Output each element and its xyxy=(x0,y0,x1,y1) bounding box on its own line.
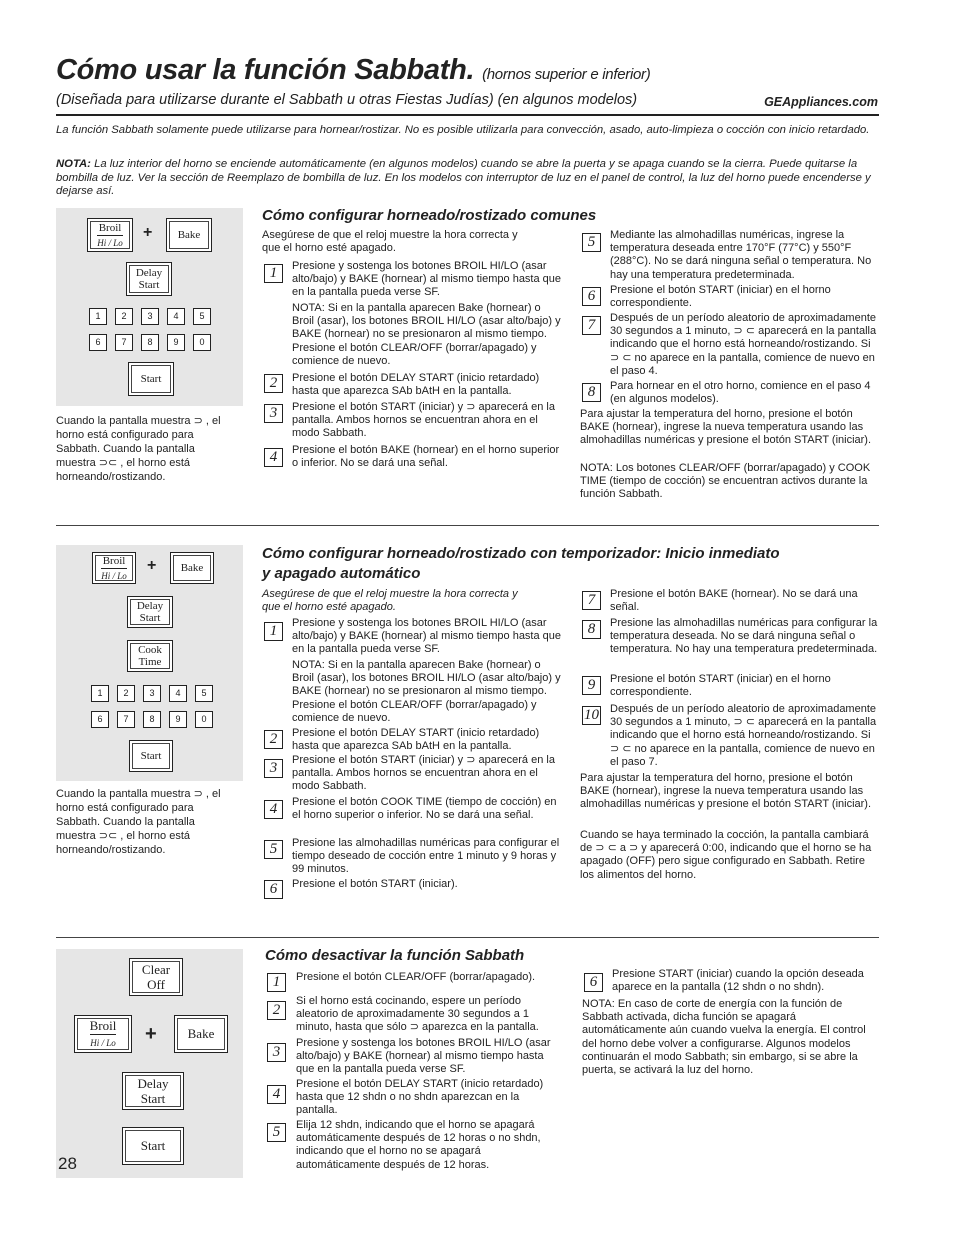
delay-start-button[interactable]: Delay Start xyxy=(122,1072,184,1110)
delay-start-button[interactable]: Delay Start xyxy=(127,596,173,628)
section2-heading: Cómo configurar horneado/rostizado con temporizador: Inicio inmediato y apagado automático xyxy=(262,545,780,582)
step-text: Presione el botón START (iniciar) y ⊃ aparecerá en la pantalla. Ambos hornos se encuentran ahora en el modo Sabbath. xyxy=(292,401,555,440)
step-number: 4 xyxy=(264,800,283,819)
step-text: Presione el botón DELAY START (inicio retardado) hasta que 12 shdn o no shdn aparezcan en la pantalla. xyxy=(296,1078,544,1117)
broil-hilo-button[interactable]: Broil Hi / Lo xyxy=(92,552,136,584)
num-3[interactable]: 3 xyxy=(143,685,161,702)
step-number: 7 xyxy=(582,591,601,610)
num-7[interactable]: 7 xyxy=(117,711,135,728)
step-text: Para hornear en el otro horno, comience en el paso 4 (en algunos modelos). xyxy=(610,380,871,406)
keypad-panel-2 xyxy=(56,545,243,781)
delay-start-button[interactable]: Delay Start xyxy=(126,262,172,296)
start-button[interactable]: Start xyxy=(129,740,173,772)
step-number: 4 xyxy=(267,1085,286,1104)
step-text: Si el horno está cocinando, espere un período aleatorio de aproximadamente 30 segundos a 1 minuto, hasta que sólo ⊃ aparezca en la pantalla. xyxy=(296,995,539,1034)
page-number: 28 xyxy=(58,1154,77,1173)
num-2[interactable]: 2 xyxy=(115,308,133,325)
num-0[interactable]: 0 xyxy=(193,334,211,351)
step-text: Después de un período aleatorio de aproximadamente 30 segundos a 1 minuto, ⊃ ⊂ aparecerá en la pantalla indicando que el horno está horneando/rostizando. Si ⊃ ⊂ no aparece en la pantalla, comience de nuevo en el paso 7. xyxy=(610,703,877,768)
num-4[interactable]: 4 xyxy=(167,308,185,325)
bake-button[interactable]: Bake xyxy=(166,218,212,252)
section-divider xyxy=(56,937,879,938)
section-divider xyxy=(56,525,879,526)
step-text: Presione el botón START (iniciar) en el horno correspondiente. xyxy=(610,673,831,699)
step-text: Presione el botón BAKE (hornear). No se dará una señal. xyxy=(610,588,858,614)
broil-hilo-button[interactable]: Broil Hi / Lo xyxy=(74,1015,132,1053)
step-number: 4 xyxy=(264,448,283,467)
step-number: 6 xyxy=(584,973,603,992)
step-text: Presione el botón BAKE (hornear) en el horno superior o inferior. No se dará una señal. xyxy=(292,444,560,470)
keypad-panel-3 xyxy=(56,949,243,1178)
num-3[interactable]: 3 xyxy=(141,308,159,325)
step-text: Presione el botón CLEAR/OFF (borrar/apagado). xyxy=(296,971,536,983)
step-text: Presione las almohadillas numéricas para configurar el tiempo deseado de cocción entre 1 minuto y 9 horas y 99 minutos. xyxy=(292,837,560,876)
step-text: Elija 12 shdn, indicando que el horno se apagará automáticamente después de 12 horas o no shdn, indicando que el horno no se apagará automáticamente después de 12 horas. xyxy=(296,1119,541,1171)
step-text: Presione START (iniciar) cuando la opción deseada aparece en la pantalla (12 shdn o no shdn). xyxy=(612,968,864,994)
broil-hilo-button[interactable]: Broil Hi / Lo xyxy=(87,218,133,252)
plus-sign: + xyxy=(143,224,153,241)
step-number: 10 xyxy=(584,707,599,723)
step-text: Presione las almohadillas numéricas para configurar la temperatura deseada. No se dará ninguna señal o temperatura. No hay una temperatura predeterminada. xyxy=(610,617,878,656)
step-number: 1 xyxy=(267,973,286,992)
step-text: Presione y sostenga los botones BROIL HI/LO (asar alto/bajo) y BAKE (hornear) al mismo tiempo hasta que en la pantalla pueda verse SF. xyxy=(292,260,562,299)
step-text: Presione el botón DELAY START (inicio retardado) hasta que aparezca SAb bAtH en la pantalla. xyxy=(292,372,540,398)
step-number: 1 xyxy=(264,264,283,283)
step-text: Mediante las almohadillas numéricas, ingrese la temperatura deseada entre 170°F (77°C) y 550°F (288°C). No se dará ninguna señal o temperatura. No hay una temperatura predeterminada. xyxy=(610,229,872,281)
step-number: 7 xyxy=(582,316,601,335)
section3-heading: Cómo desactivar la función Sabbath xyxy=(265,947,525,964)
step-text: Presione el botón COOK TIME (tiempo de cocción) en el horno superior o inferior. No se dará una señal. xyxy=(292,796,557,822)
intro-text: La función Sabbath solamente puede utilizarse para hornear/rostizar. No es posible utilizarla para convección, asado, auto-limpieza o cocción con inicio retardado. xyxy=(56,124,870,136)
step-number: 2 xyxy=(264,374,283,393)
step-number: 8 xyxy=(582,620,601,639)
step-number: 8 xyxy=(582,383,601,402)
num-9[interactable]: 9 xyxy=(169,711,187,728)
cook-time-button[interactable]: Cook Time xyxy=(127,640,173,672)
page-subtitle: (Diseñada para utilizarse durante el Sabbath u otras Fiestas Judías) (en algunos modelos) xyxy=(56,92,638,108)
step-number: 5 xyxy=(582,233,601,252)
step-text: Presione el botón START (iniciar) en el horno correspondiente. xyxy=(610,284,831,310)
num-8[interactable]: 8 xyxy=(143,711,161,728)
step-number: 6 xyxy=(264,880,283,899)
step-number: 5 xyxy=(264,840,283,859)
section1-note: NOTA: Los botones CLEAR/OFF (borrar/apagado) y COOK TIME (tiempo de cocción) se encuentran activos durante la función Sabbath. xyxy=(580,462,871,501)
keypad-panel-1 xyxy=(56,208,243,406)
step-text: Después de un período aleatorio de aproximadamente 30 segundos a 1 minuto, ⊃ ⊂ aparecerá en la pantalla indicando que el horno está horneando/rostizando. Si ⊃ ⊂ no aparece en la pantalla, comience de nuevo en el paso 4. xyxy=(610,312,877,377)
num-1[interactable]: 1 xyxy=(89,308,107,325)
step-text: Presione el botón START (iniciar) y ⊃ aparecerá en la pantalla. Ambos hornos se encuentran ahora en el modo Sabbath. xyxy=(292,754,555,793)
step-number: 2 xyxy=(264,730,283,749)
section1-lead: Asegúrese de que el reloj muestre la hora correcta y que el horno esté apagado. xyxy=(262,229,518,255)
bake-button[interactable]: Bake xyxy=(174,1015,228,1053)
display-caption-2: Cuando la pantalla muestra ⊃ , el horno está configurado para Sabbath. Cuando la pantalla muestra ⊃⊂ , el horno está horneando/rostizando. xyxy=(56,788,221,856)
plus-sign: + xyxy=(147,557,157,574)
site-link[interactable]: GEAppliances.com xyxy=(764,95,878,109)
num-7[interactable]: 7 xyxy=(115,334,133,351)
num-6[interactable]: 6 xyxy=(89,334,107,351)
step-number: 3 xyxy=(267,1043,286,1062)
step-note: NOTA: Si en la pantalla aparecen Bake (hornear) o Broil (asar), los botones BROIL HI/LO (asar alto/bajo) y BAKE (hornear) no se presionaron al mismo tiempo. Presione el botón CLEAR/OFF (borrar/apagado) y comience de nuevo. xyxy=(292,659,561,724)
step-text: Presione y sostenga los botones BROIL HI/LO (asar alto/bajo) y BAKE (hornear) al mismo tiempo hasta que en la pantalla pueda verse SF. xyxy=(296,1037,551,1076)
section2-lead: Asegúrese de que el reloj muestre la hora correcta y que el horno esté apagado. xyxy=(262,588,518,614)
step-number: 3 xyxy=(264,759,283,778)
section1-adjust: Para ajustar la temperatura del horno, presione el botón BAKE (hornear), ingrese la nueva temperatura usando las almohadillas numéricas y presione el botón START (iniciar). xyxy=(580,408,872,447)
num-5[interactable]: 5 xyxy=(195,685,213,702)
header-rule xyxy=(56,114,879,116)
step-note: NOTA: Si en la pantalla aparecen Bake (hornear) o Broil (asar), los botones BROIL HI/LO (asar alto/bajo) y BAKE (hornear) no se presionaron al mismo tiempo. Presione el botón CLEAR/OFF (borrar/apagado) y comience de nuevo. xyxy=(292,302,561,367)
step-number: 5 xyxy=(267,1123,286,1142)
num-5[interactable]: 5 xyxy=(193,308,211,325)
num-6[interactable]: 6 xyxy=(91,711,109,728)
plus-sign: + xyxy=(145,1023,157,1045)
num-8[interactable]: 8 xyxy=(141,334,159,351)
step-text: Presione y sostenga los botones BROIL HI/LO (asar alto/bajo) y BAKE (hornear) al mismo tiempo hasta que en la pantalla pueda verse SF. xyxy=(292,617,562,656)
num-0[interactable]: 0 xyxy=(195,711,213,728)
bake-button[interactable]: Bake xyxy=(170,552,214,584)
step-number: 1 xyxy=(264,622,283,641)
start-button[interactable]: Start xyxy=(128,362,174,396)
start-button[interactable]: Start xyxy=(122,1127,184,1165)
step-number: 2 xyxy=(267,1001,286,1020)
step-number: 9 xyxy=(582,676,601,695)
section3-note: NOTA: En caso de corte de energía con la función de Sabbath activada, dicha función se apagará automáticamente aún cuando vuelva la energía. El control del horno debe volver a configurarse. Algunos modelos continuarán el modo Sabbath; sin embargo, si se abre la puerta, se activará la luz del horno. xyxy=(582,998,866,1077)
page-title: Cómo usar la función Sabbath. (hornos superior e inferior) xyxy=(56,54,651,86)
display-caption-1: Cuando la pantalla muestra ⊃ , el horno está configurado para Sabbath. Cuando la pantalla muestra ⊃⊂ , el horno está horneando/rostizando. xyxy=(56,415,221,483)
num-2[interactable]: 2 xyxy=(117,685,135,702)
num-1[interactable]: 1 xyxy=(91,685,109,702)
intro-note: NOTA: La luz interior del horno se enciende automáticamente (en algunos modelos) cuando se abre la puerta y se apaga cuando se la cierra. Puede quitarse la bombilla de luz. Ver la sección de Reemplazo de bombilla de luz. En los modelos con interruptor de luz en el panel de control, la luz del horno puede encenderse y dejarse así. xyxy=(56,158,871,198)
clear-off-button[interactable]: Clear Off xyxy=(129,958,183,996)
section2-adjust: Para ajustar la temperatura del horno, presione el botón BAKE (hornear), ingrese la nueva temperatura usando las almohadillas numéricas y presione el botón START (iniciar). xyxy=(580,772,872,811)
step-number: 3 xyxy=(264,404,283,423)
step-text: Presione el botón DELAY START (inicio retardado) hasta que aparezca SAb bAtH en la pantalla. xyxy=(292,727,540,753)
step-text: Presione el botón START (iniciar). xyxy=(292,878,458,890)
section2-finish: Cuando se haya terminado la cocción, la pantalla cambiará de ⊃ ⊂ a ⊃ y aparecerá 0:00, indicando que el horno se ha apagado (OFF) pero sigue configurado en Sabbath. Retire los alimentos del horno. xyxy=(580,829,872,881)
step-number: 6 xyxy=(582,287,601,306)
num-9[interactable]: 9 xyxy=(167,334,185,351)
num-4[interactable]: 4 xyxy=(169,685,187,702)
section1-heading: Cómo configurar horneado/rostizado comunes xyxy=(262,207,597,224)
title-note: (hornos superior e inferior) xyxy=(482,66,651,83)
